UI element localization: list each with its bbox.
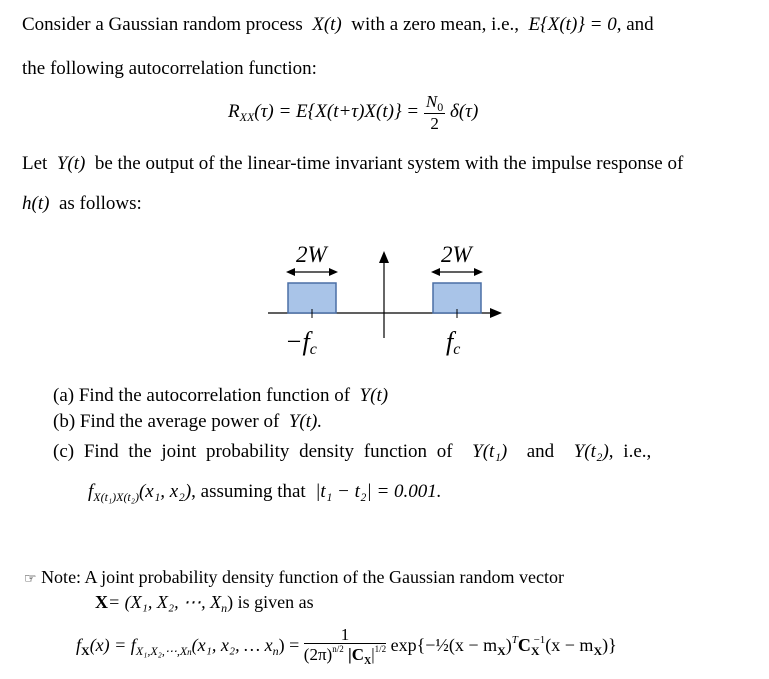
note-line-2	[95, 590, 314, 620]
pdf-den-c: |C	[347, 645, 364, 665]
pdf-den: $(2\pi)^{n/2}$ $|C_X|^{1/2}$	[303, 644, 387, 668]
pdf-exp-end: )}	[602, 635, 617, 655]
question-c-pdf: f	[88, 481, 94, 502]
question-c	[53, 440, 651, 464]
pdf-exponential	[390, 634, 617, 658]
pdf-arg2-n: n	[272, 644, 279, 658]
pdf-exp-T: T	[511, 634, 518, 646]
question-c-ie: , i.e.,	[608, 441, 652, 462]
question-a-text: (a) Find the autocorrelation function of	[53, 385, 351, 406]
system-text-b: be the output of the linear-time invariant system with the impulse response of	[94, 153, 684, 174]
right-width-label: 2W	[441, 242, 472, 267]
pdf-normalizer-fraction	[304, 626, 386, 667]
pdf-den-main: (2π)	[303, 645, 333, 665]
question-b-text: (b) Find the average power of	[53, 411, 280, 432]
question-b	[53, 410, 322, 434]
right-passband-box	[433, 283, 481, 313]
pdf-exp-C-sub: X	[530, 644, 540, 658]
question-c-and: and	[526, 441, 555, 462]
intro-line-2: the following autocorrelation function:	[22, 58, 317, 79]
question-c-text: (c) Find the joint probability density function of	[53, 441, 453, 462]
intro-text-b: with a zero mean, i.e.,	[351, 14, 520, 35]
intro-text-a: Consider a Gaussian random process	[22, 14, 303, 35]
left-freq-main: −f	[285, 327, 310, 356]
left-passband-box	[288, 283, 336, 313]
pointing-hand-icon: ☞	[24, 571, 37, 587]
question-b-symbol: Y(t).	[288, 411, 323, 432]
system-text-a: Let	[22, 153, 48, 174]
left-width-label: 2W	[296, 242, 327, 267]
pdf-exp-b: )	[505, 635, 512, 655]
left-width-arrowhead-l	[286, 268, 295, 276]
right-width-arrowhead-l	[431, 268, 440, 276]
autocorr-rhs: δ(τ)	[449, 101, 479, 122]
frequency-axis-arrowhead	[490, 308, 502, 318]
pdf-exp-c: (x − m	[545, 635, 594, 655]
frac-num: N	[425, 92, 438, 112]
pdf-lhs: f	[76, 635, 82, 655]
right-freq-sub: c	[453, 341, 461, 358]
note-vector: X	[95, 592, 108, 612]
magnitude-axis-arrowhead	[379, 251, 389, 263]
pdf-exp-main: exp{−½(x − m	[390, 635, 498, 655]
pdf-exp-C-sup: −1	[533, 634, 546, 646]
pdf-lhs-sub: X	[81, 644, 90, 658]
process-symbol: X(t)	[312, 14, 342, 35]
right-freq-main: f	[446, 327, 454, 356]
pdf-den-exp: n/2	[332, 644, 344, 655]
note-vector-def-end: ) is given as	[227, 592, 314, 612]
right-freq-label	[446, 327, 460, 358]
pdf-num: 1	[304, 626, 386, 644]
left-freq-sub: c	[309, 341, 317, 358]
impulse-symbol: h(t)	[22, 193, 50, 214]
pdf-den-exp2: 1/2	[374, 644, 387, 655]
question-c-pdf-sub: X(t₁)X(t₂)	[93, 490, 139, 504]
question-c-symbol-2: Y(t₂)	[573, 441, 609, 462]
frac-num-sub: 0	[437, 100, 444, 115]
question-a	[53, 384, 388, 408]
pdf-arg2: (x₁, x₂, … x	[191, 635, 273, 655]
system-text-c: as follows:	[58, 193, 142, 214]
note-line-1	[24, 565, 564, 591]
intro-text-c: , and	[616, 14, 654, 35]
right-width-arrowhead-r	[474, 268, 483, 276]
autocorr-lhs-sub: XX	[239, 110, 255, 124]
note-vector-def: = (X₁, X₂, ⋯, X	[108, 592, 222, 612]
question-c-pdf-arg: (x₁, x₂)	[138, 481, 192, 502]
pdf-exp-C: C	[517, 635, 531, 655]
pdf-exp-sub-2: X	[593, 644, 603, 658]
output-symbol: Y(t)	[56, 153, 86, 174]
pdf-arg: (x) = f	[89, 635, 136, 655]
note-text: Note: A joint probability density function of the Gaussian random vector	[41, 567, 564, 587]
question-c-continued	[88, 480, 442, 509]
left-freq-label	[285, 327, 317, 358]
note-vector-n: n	[221, 601, 228, 615]
question-c-assume: , assuming that	[191, 481, 306, 502]
question-a-symbol: Y(t)	[359, 385, 389, 406]
autocorr-lhs: R	[228, 101, 240, 122]
question-c-condition: |t₁ − t₂| = 0.001.	[315, 481, 442, 502]
frac-den: 2	[430, 114, 439, 134]
left-width-arrowhead-r	[329, 268, 338, 276]
pdf-arg2-end: ) =	[278, 635, 300, 655]
pdf-den-c-sub: X	[364, 656, 372, 668]
pdf-sub2-n: n	[187, 647, 192, 657]
mean-equation: E{X(t)} = 0	[528, 14, 617, 35]
pdf-sub2-main: X₁,X₂,⋯,X	[135, 644, 188, 658]
autocorr-lhs-arg: (τ) = E{X(t+τ)X(t)} =	[254, 101, 420, 122]
gaussian-pdf-formula	[76, 618, 617, 674]
question-c-symbol-1: Y(t₁)	[472, 441, 508, 462]
pdf-exp-sub: X	[497, 644, 506, 658]
pdf-sub2	[136, 644, 192, 658]
